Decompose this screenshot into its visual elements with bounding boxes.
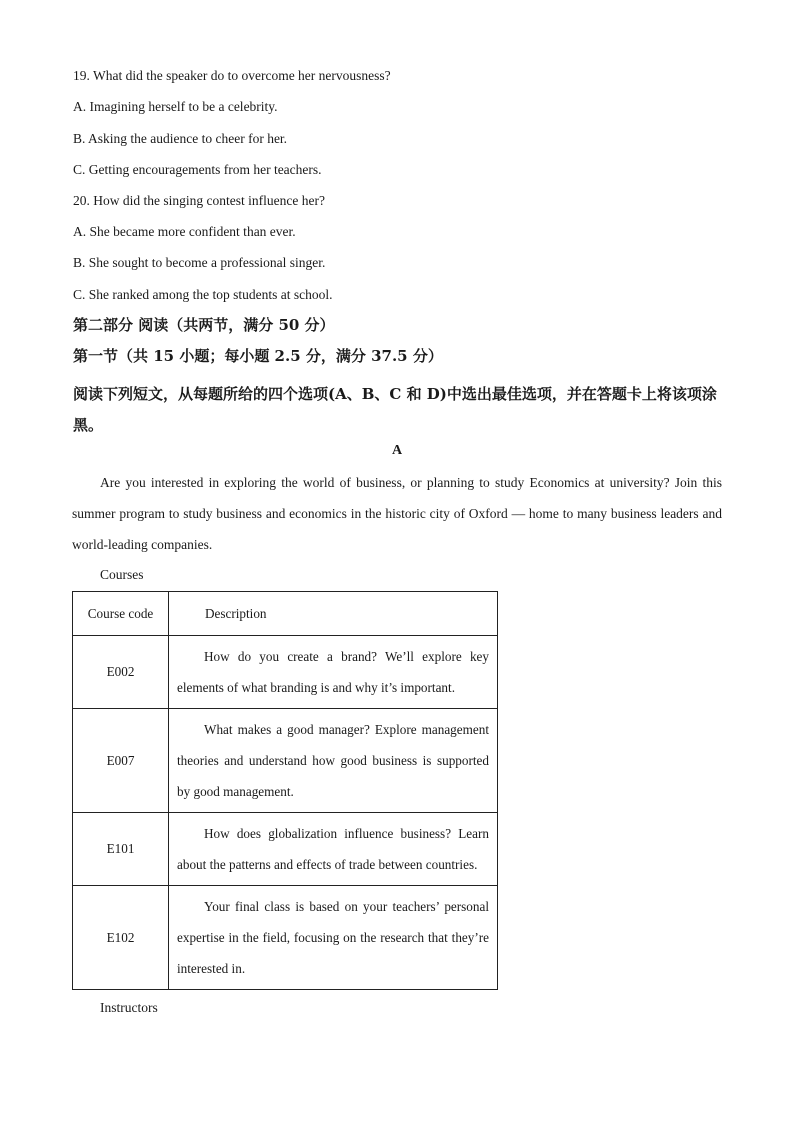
- course-description: Your final class is based on your teachers’ personal expertise in the field, focusing on the research that they’re interested in.: [169, 886, 498, 990]
- section-heading: 第二部分 阅读（共两节，满分 50 分）: [73, 316, 335, 334]
- table-row: [73, 709, 498, 813]
- q20-option-a: A. She became more confident than ever.: [73, 224, 296, 239]
- column-header-code: Course code: [73, 592, 169, 636]
- q19-option-b: B. Asking the audience to cheer for her.: [73, 131, 288, 146]
- course-code: E002: [73, 636, 169, 709]
- course-code: E007: [73, 709, 169, 813]
- passage-letter: A: [391, 443, 403, 458]
- q19-option-a: A. Imagining herself to be a celebrity.: [73, 99, 278, 114]
- table-row: [73, 886, 498, 990]
- course-description: How do you create a brand? We’ll explore key elements of what branding is and why it’s important.: [169, 636, 498, 709]
- courses-table: [72, 591, 498, 990]
- passage-intro: Are you interested in exploring the world of business, or planning to study Economics at university? Join this summer program to study business and economics in the historic city of Oxford — home to many business leaders and world-leading companies.: [72, 475, 722, 552]
- table-row: [73, 813, 498, 886]
- table-row: [73, 636, 498, 709]
- q20-option-c: C. She ranked among the top students at school.: [73, 287, 333, 302]
- course-description: How does globalization influence business? Learn about the patterns and effects of trade between countries.: [169, 813, 498, 886]
- course-code: E102: [73, 886, 169, 990]
- course-description: What makes a good manager? Explore management theories and understand how good business is supported by good management.: [169, 709, 498, 813]
- table-header-row: [73, 592, 498, 636]
- q20-stem: 20. How did the singing contest influence her?: [73, 193, 325, 208]
- q19-stem: 19. What did the speaker do to overcome her nervousness?: [73, 68, 391, 83]
- column-header-description: Description: [169, 592, 498, 636]
- q19-option-c: C. Getting encouragements from her teachers.: [73, 162, 322, 177]
- subsection-heading: 第一节（共 15 小题；每小题 2.5 分，满分 37.5 分）: [73, 347, 443, 365]
- q20-option-b: B. She sought to become a professional singer.: [73, 255, 326, 270]
- instructors-label: Instructors: [100, 1000, 158, 1015]
- courses-label: Courses: [100, 567, 144, 582]
- section-instruction: 阅读下列短文，从每题所给的四个选项(A、B、C 和 D)中选出最佳选项，并在答题卡上将该项涂黑。: [73, 385, 717, 434]
- course-code: E101: [73, 813, 169, 886]
